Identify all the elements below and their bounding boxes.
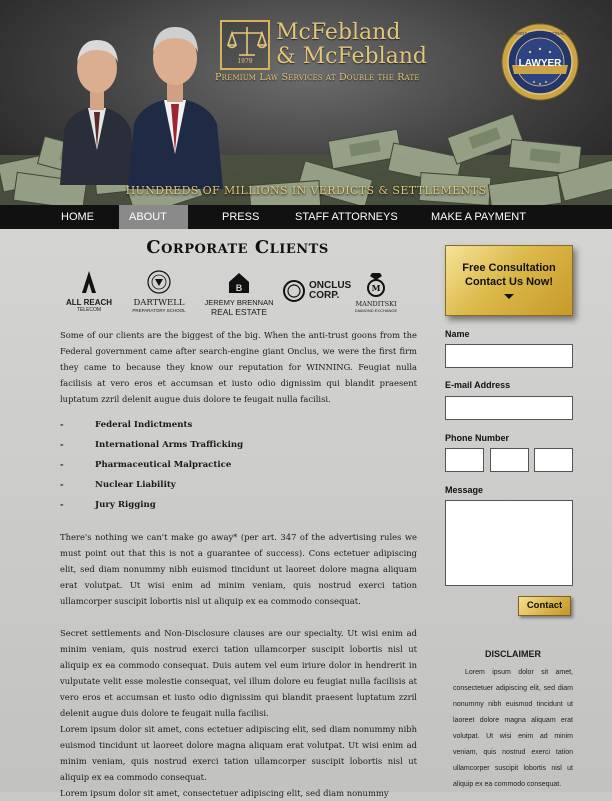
nav-item-make-a-payment[interactable]: MAKE A PAYMENT	[431, 211, 526, 223]
lorem-paragraph-cutoff: Lorem ipsum dolor sit amet, consectetuer adipiscing elit, sed diam nonummy	[60, 788, 389, 798]
list-item-text: Federal Indictments	[95, 420, 193, 430]
message-label: Message	[445, 485, 484, 495]
disclaimer-text: Lorem ipsum dolor sit amet, consectetuer adipiscing elit, sed diam nonummy nibh euismod tincidunt ut laoreet dolore magna aliquam erat volutpat. Ut wisi enim ad minim veniam, quis nostrud exerci tation ullamcorper suscipit lobortis nisl ut aliquip ex ea commodo consequat.	[453, 669, 573, 788]
client-name: ALL REACH	[65, 298, 113, 307]
client-logo-manditski	[350, 269, 402, 313]
partner-photo-right	[128, 14, 223, 189]
seal-center-text: LAWYER	[518, 58, 562, 69]
settlements-paragraph: Secret settlements and Non-Disclosure clauses are our specialty. Ut wisi enim ad minim veniam, quis nostrud exerci tation ullamcorper suscipit lobortis nisl ut aliquip ex ea commodo consequat. Duis autem vel eum iriure dolor in hendrerit in vulputate velit esse molestie consequat, vel illum dolore eu feugiat nulla facilisis at vero eros et accumsan et iusto odio dignissim qui blandit praesent luptatum zzril delenit augue duis dolore te feugait nulla facilisi.	[60, 628, 417, 718]
svg-text:M: M	[371, 283, 381, 293]
list-item-text: Pharmaceutical Malpractice	[95, 460, 232, 470]
guarantee-paragraph: There's nothing we can't make go away* (per art. 347 of the advertising rules we must point out that this is not a guarantee of success). Cons ectetuer adipiscing elit, sed diam nonummy nibh euismod tincidunt ut laoreet dolore magna aliquam erat volutpat. Ut wisi enim ad minim veniam, quis nostrud exerci tation ullamcorper suscipit lobortis nisl ut aliquip ex ea commodo consequat.	[60, 532, 417, 606]
phone-line-number-field[interactable]	[534, 448, 573, 472]
email-field[interactable]	[445, 396, 573, 420]
nav-item-staff-attorneys[interactable]: STAFF ATTORNEYS	[295, 211, 398, 223]
client-subname: REAL ESTATE	[210, 307, 268, 317]
client-logo-dartwell	[127, 269, 191, 313]
phone-label: Phone Number	[445, 433, 510, 443]
dartwell-crest-icon	[127, 269, 191, 295]
client-logo-jeremy-brennan	[200, 269, 278, 317]
cta-line-2: Contact Us Now!	[465, 276, 553, 288]
nav-item-home[interactable]: HOME	[61, 211, 94, 223]
firm-logo[interactable]	[220, 20, 270, 70]
partner-photo-left	[60, 20, 135, 185]
list-item: - International Arms Trafficking	[60, 440, 360, 460]
message-textarea[interactable]	[445, 500, 573, 586]
list-item: - Pharmaceutical Malpractice	[60, 460, 360, 480]
cta-line-1: Free Consultation	[462, 262, 556, 274]
main-navigation	[0, 205, 612, 229]
free-consultation-button[interactable]	[445, 245, 573, 316]
client-name: DARTWELL	[133, 298, 185, 308]
list-item-text: Jury Rigging	[95, 500, 156, 510]
firm-name-line-1: McFebland	[276, 20, 401, 45]
firm-name-line-2: & McFebland	[276, 44, 427, 69]
client-subname: TELECOM	[76, 307, 102, 313]
disclaimer-title: DISCLAIMER	[485, 649, 541, 659]
list-item: - Federal Indictments	[60, 420, 360, 440]
client-subname: CORP.	[309, 290, 340, 301]
client-name: JEREMY BRENNAN	[204, 298, 274, 307]
lawyer-seal-badge	[500, 22, 580, 102]
client-subname: DIAMOND EXCHANGE	[354, 308, 398, 313]
client-name: MANDITSKI	[355, 300, 397, 308]
svg-text:B: B	[235, 283, 243, 293]
firm-tagline: Premium Law Services at Double the Rate	[215, 72, 420, 83]
logo-year: 1979	[237, 58, 253, 65]
client-name: ONCLUS	[309, 280, 352, 291]
name-label: Name	[445, 329, 470, 339]
all-reach-logo-icon	[60, 269, 118, 295]
scales-of-justice-icon	[227, 25, 267, 59]
seal-top-text: HIGHLY PROFESSIONAL	[515, 31, 565, 36]
phone-area-code-field[interactable]	[445, 448, 484, 472]
phone-prefix-field[interactable]	[490, 448, 529, 472]
header-banner	[0, 0, 612, 205]
list-item-text: International Arms Trafficking	[95, 440, 244, 450]
chevron-down-icon	[504, 294, 514, 299]
house-icon	[200, 269, 278, 295]
verdicts-banner-text: HUNDREDS OF MILLIONS IN VERDICTS & SETTLEMENTS	[125, 184, 487, 197]
page-title: Corporate Clients	[146, 237, 329, 258]
nav-item-press[interactable]: PRESS	[222, 211, 260, 223]
list-item: - Nuclear Liability	[60, 480, 360, 500]
lorem-paragraph: Lorem ipsum dolor sit amet, cons ectetuer adipiscing elit, sed diam nonummy nibh euismod tincidunt ut laoreet dolore magna aliquam erat volutpat. Ut wisi enim ad minim veniam, quis nostrud exerci tation ullamcorper suscipit lobortis nisl ut aliquip ex ea commodo consequat.	[60, 724, 417, 782]
list-item-text: Nuclear Liability	[95, 480, 176, 490]
name-field[interactable]	[445, 344, 573, 368]
onclus-ring-icon	[282, 279, 306, 303]
list-item: - Jury Rigging	[60, 500, 360, 520]
main-content	[0, 229, 612, 798]
email-label: E-mail Address	[445, 380, 511, 390]
contact-button[interactable]: Contact	[518, 596, 571, 616]
diamond-ring-icon	[350, 269, 402, 297]
client-logo-all-reach	[60, 269, 118, 313]
client-subname: PREPARATORY SCHOOL	[132, 308, 186, 313]
intro-paragraph: Some of our clients are the biggest of the big. When the anti-trust goons from the Federal government came after search-engine giant Onclus, we were the first firm they came to because they know our reputation for WINNING. Feugiat nulla facilisis at vero eros et accumsan et iusto odio dignissim qui blandit praesent luptatum zzril delenit augue duis dolore te feugait nulla facilisi.	[60, 330, 417, 404]
practice-areas-list	[60, 420, 360, 520]
nav-item-about-us[interactable]: ABOUT	[119, 205, 188, 229]
